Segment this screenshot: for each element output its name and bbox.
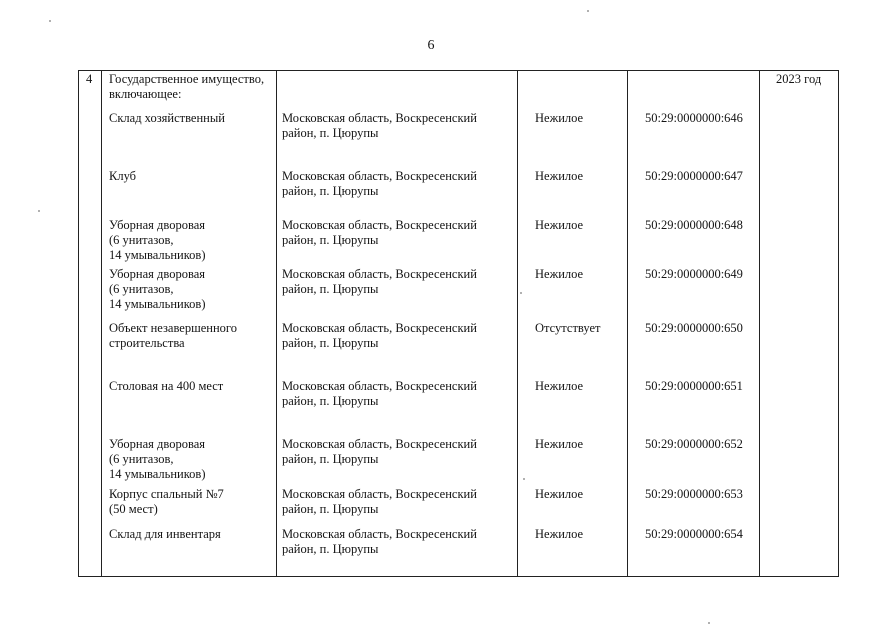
group-year: 2023 год: [776, 72, 822, 86]
cadastral-number: 50:29:0000000:647: [645, 169, 743, 183]
scan-speck: [587, 10, 589, 12]
cadastral-number: 50:29:0000000:649: [645, 267, 743, 281]
scan-speck: [708, 622, 710, 624]
property-kind: Нежилое: [535, 218, 584, 232]
property-name: Склад для инвентаря: [109, 527, 221, 541]
column-divider: [627, 70, 628, 577]
property-address: Московская область, Воскресенский район, п. Цюрупы: [282, 218, 477, 247]
property-name: Уборная дворовая (6 унитазов, 14 умывальников): [109, 267, 206, 311]
property-address: Московская область, Воскресенский район, п. Цюрупы: [282, 111, 477, 140]
property-name: Склад хозяйственный: [109, 111, 225, 125]
property-kind: Нежилое: [535, 487, 584, 501]
property-kind: Нежилое: [535, 267, 584, 281]
property-name: Корпус спальный №7 (50 мест): [109, 487, 224, 516]
group-title: Государственное имущество, включающее:: [109, 72, 265, 101]
property-name: Уборная дворовая (6 унитазов, 14 умывальников): [109, 218, 206, 262]
property-address: Московская область, Воскресенский район, п. Цюрупы: [282, 169, 477, 198]
property-name: Объект незавершенного строительства: [109, 321, 237, 350]
scan-speck: [38, 210, 40, 212]
column-divider: [276, 70, 277, 577]
cadastral-number: 50:29:0000000:654: [645, 527, 743, 541]
scan-speck: [520, 292, 522, 294]
property-kind: Отсутствует: [535, 321, 601, 335]
cadastral-number: 50:29:0000000:651: [645, 379, 743, 393]
property-address: Московская область, Воскресенский район, п. Цюрупы: [282, 487, 477, 516]
property-kind: Нежилое: [535, 169, 584, 183]
column-divider: [101, 70, 102, 577]
cadastral-number: 50:29:0000000:652: [645, 437, 743, 451]
property-address: Московская область, Воскресенский район, п. Цюрупы: [282, 437, 477, 466]
property-address: Московская область, Воскресенский район, п. Цюрупы: [282, 527, 477, 556]
page-number: 6: [427, 38, 435, 53]
cadastral-number: 50:29:0000000:650: [645, 321, 743, 335]
column-divider: [759, 70, 760, 577]
cadastral-number: 50:29:0000000:648: [645, 218, 743, 232]
property-kind: Нежилое: [535, 527, 584, 541]
property-kind: Нежилое: [535, 111, 584, 125]
property-name: Клуб: [109, 169, 137, 183]
column-divider: [517, 70, 518, 577]
property-name: Столовая на 400 мест: [109, 379, 224, 393]
property-kind: Нежилое: [535, 379, 584, 393]
scan-speck: [523, 478, 525, 480]
property-name: Уборная дворовая (6 унитазов, 14 умывальников): [109, 437, 206, 481]
cadastral-number: 50:29:0000000:653: [645, 487, 743, 501]
group-index: 4: [86, 72, 93, 86]
scan-speck: [49, 20, 51, 22]
property-address: Московская область, Воскресенский район, п. Цюрупы: [282, 321, 477, 350]
property-address: Московская область, Воскресенский район, п. Цюрупы: [282, 267, 477, 296]
property-address: Московская область, Воскресенский район, п. Цюрупы: [282, 379, 477, 408]
property-kind: Нежилое: [535, 437, 584, 451]
cadastral-number: 50:29:0000000:646: [645, 111, 743, 125]
